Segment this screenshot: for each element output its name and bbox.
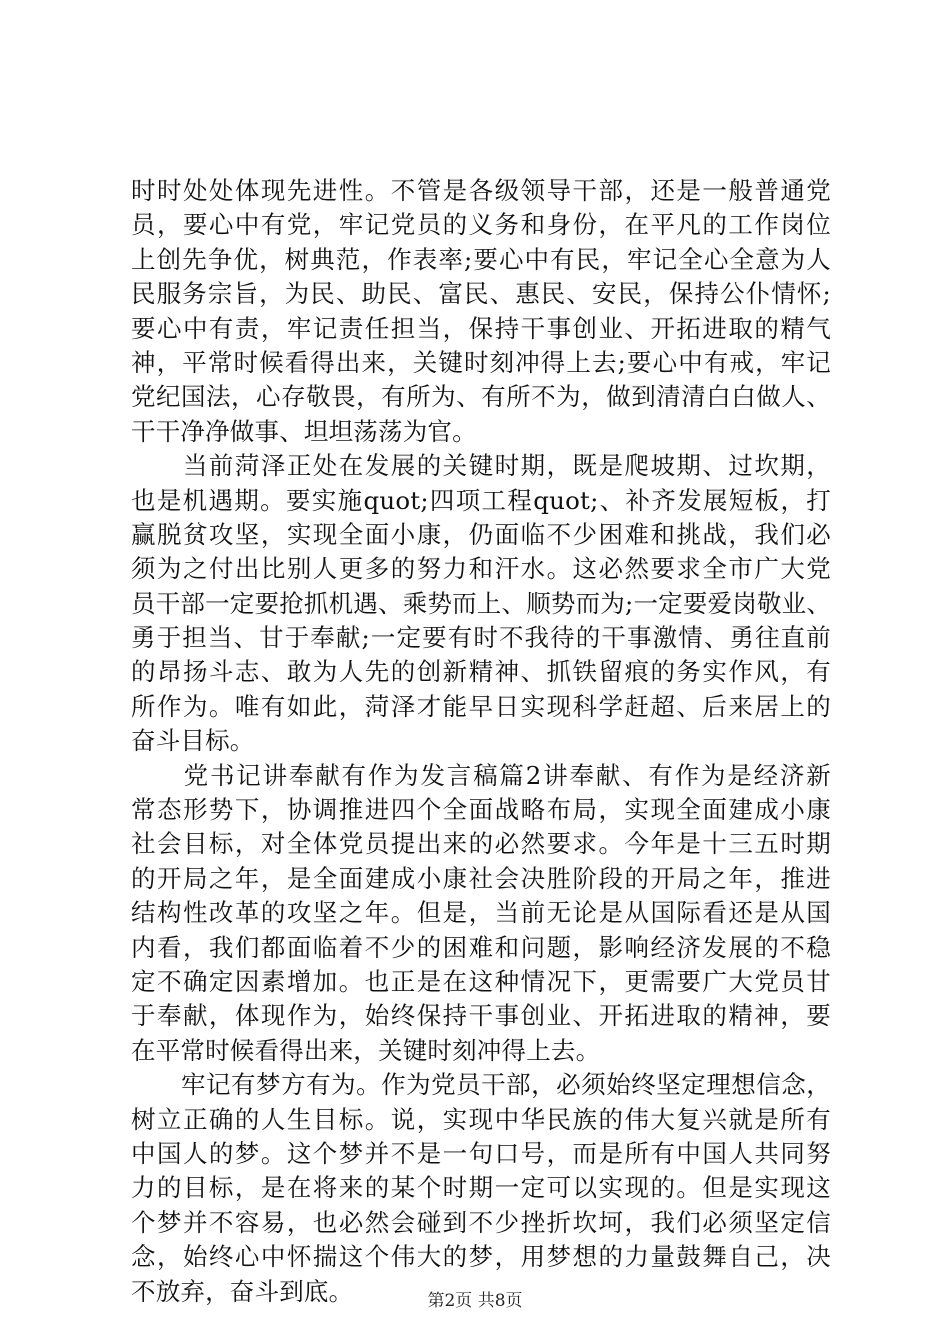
text-line: 奋斗目标。: [131, 726, 255, 756]
text-line: 员，要心中有党，牢记党员的义务和身份，在平凡的工作岗位: [131, 210, 831, 240]
text-line: 员干部一定要抢抓机遇、乘势而上、顺势而为;一定要爱岗敬业、: [131, 588, 832, 618]
text-line: 党书记讲奉献有作为发言稿篇2讲奉献、有作为是经济新: [131, 760, 831, 790]
text-line: 须为之付出比别人更多的努力和汗水。这必然要求全市广大党: [131, 554, 831, 584]
page-footer: 第2页 共8页: [427, 1291, 523, 1311]
text-line: 常态形势下，协调推进四个全面战略布局，实现全面建成小康: [131, 795, 831, 825]
text-line: 也是机遇期。要实施quot;四项工程quot;、补齐发展短板，打: [131, 485, 831, 515]
text-line: 赢脱贫攻坚，实现全面小康，仍面临不少困难和挑战，我们必: [131, 519, 831, 549]
text-line: 所作为。唯有如此，菏泽才能早日实现科学赶超、后来居上的: [131, 691, 831, 721]
text-line: 勇于担当、甘于奉献;一定要有时不我待的干事激情、勇往直前: [131, 623, 831, 653]
text-line: 干干净净做事、坦坦荡荡为官。: [131, 416, 477, 446]
text-line: 结构性改革的攻坚之年。但是，当前无论是从国际看还是从国: [131, 898, 831, 928]
text-line: 于奉献，体现作为，始终保持干事创业、开拓进取的精神，要: [131, 1001, 831, 1031]
text-line: 树立正确的人生目标。说，实现中华民族的伟大复兴就是所有: [131, 1104, 831, 1134]
text-line: 个梦并不容易，也必然会碰到不少挫折坎坷，我们必须坚定信: [131, 1207, 831, 1237]
text-line: 力的目标，是在将来的某个时期一定可以实现的。但是实现这: [131, 1173, 831, 1203]
text-line: 在平常时候看得出来，关键时刻冲得上去。: [131, 1035, 601, 1065]
text-line: 的开局之年，是全面建成小康社会决胜阶段的开局之年，推进: [131, 863, 831, 893]
text-line: 念，始终心中怀揣这个伟大的梦，用梦想的力量鼓舞自己，决: [131, 1242, 831, 1272]
text-line: 上创先争优，树典范，作表率;要心中有民，牢记全心全意为人: [131, 244, 831, 274]
text-line: 中国人的梦。这个梦并不是一句口号，而是所有中国人共同努: [131, 1138, 831, 1168]
text-line: 要心中有责，牢记责任担当，保持干事创业、开拓进取的精气: [131, 313, 831, 343]
document-body: [131, 174, 831, 1309]
text-line: 定不确定因素增加。也正是在这种情况下，更需要广大党员甘: [131, 966, 831, 996]
text-line: 的昂扬斗志、敢为人先的创新精神、抓铁留痕的务实作风，有: [131, 657, 831, 687]
text-line: 不放弃，奋斗到底。: [131, 1276, 354, 1306]
text-line: 民服务宗旨，为民、助民、富民、惠民、安民，保持公仆情怀;: [131, 279, 831, 309]
text-line: 神，平常时候看得出来，关键时刻冲得上去;要心中有戒，牢记: [131, 347, 831, 377]
text-line: 社会目标，对全体党员提出来的必然要求。今年是十三五时期: [131, 829, 831, 859]
text-line: 时时处处体现先进性。不管是各级领导干部，还是一般普通党: [131, 176, 831, 205]
text-line: 内看，我们都面临着不少的困难和问题，影响经济发展的不稳: [131, 932, 831, 962]
text-line: 当前菏泽正处在发展的关键时期，既是爬坡期、过坎期，: [131, 451, 831, 481]
text-line: 党纪国法，心存敬畏，有所为、有所不为，做到清清白白做人、: [131, 382, 831, 412]
text-line: 牢记有梦方有为。作为党员干部，必须始终坚定理想信念，: [131, 1070, 831, 1100]
